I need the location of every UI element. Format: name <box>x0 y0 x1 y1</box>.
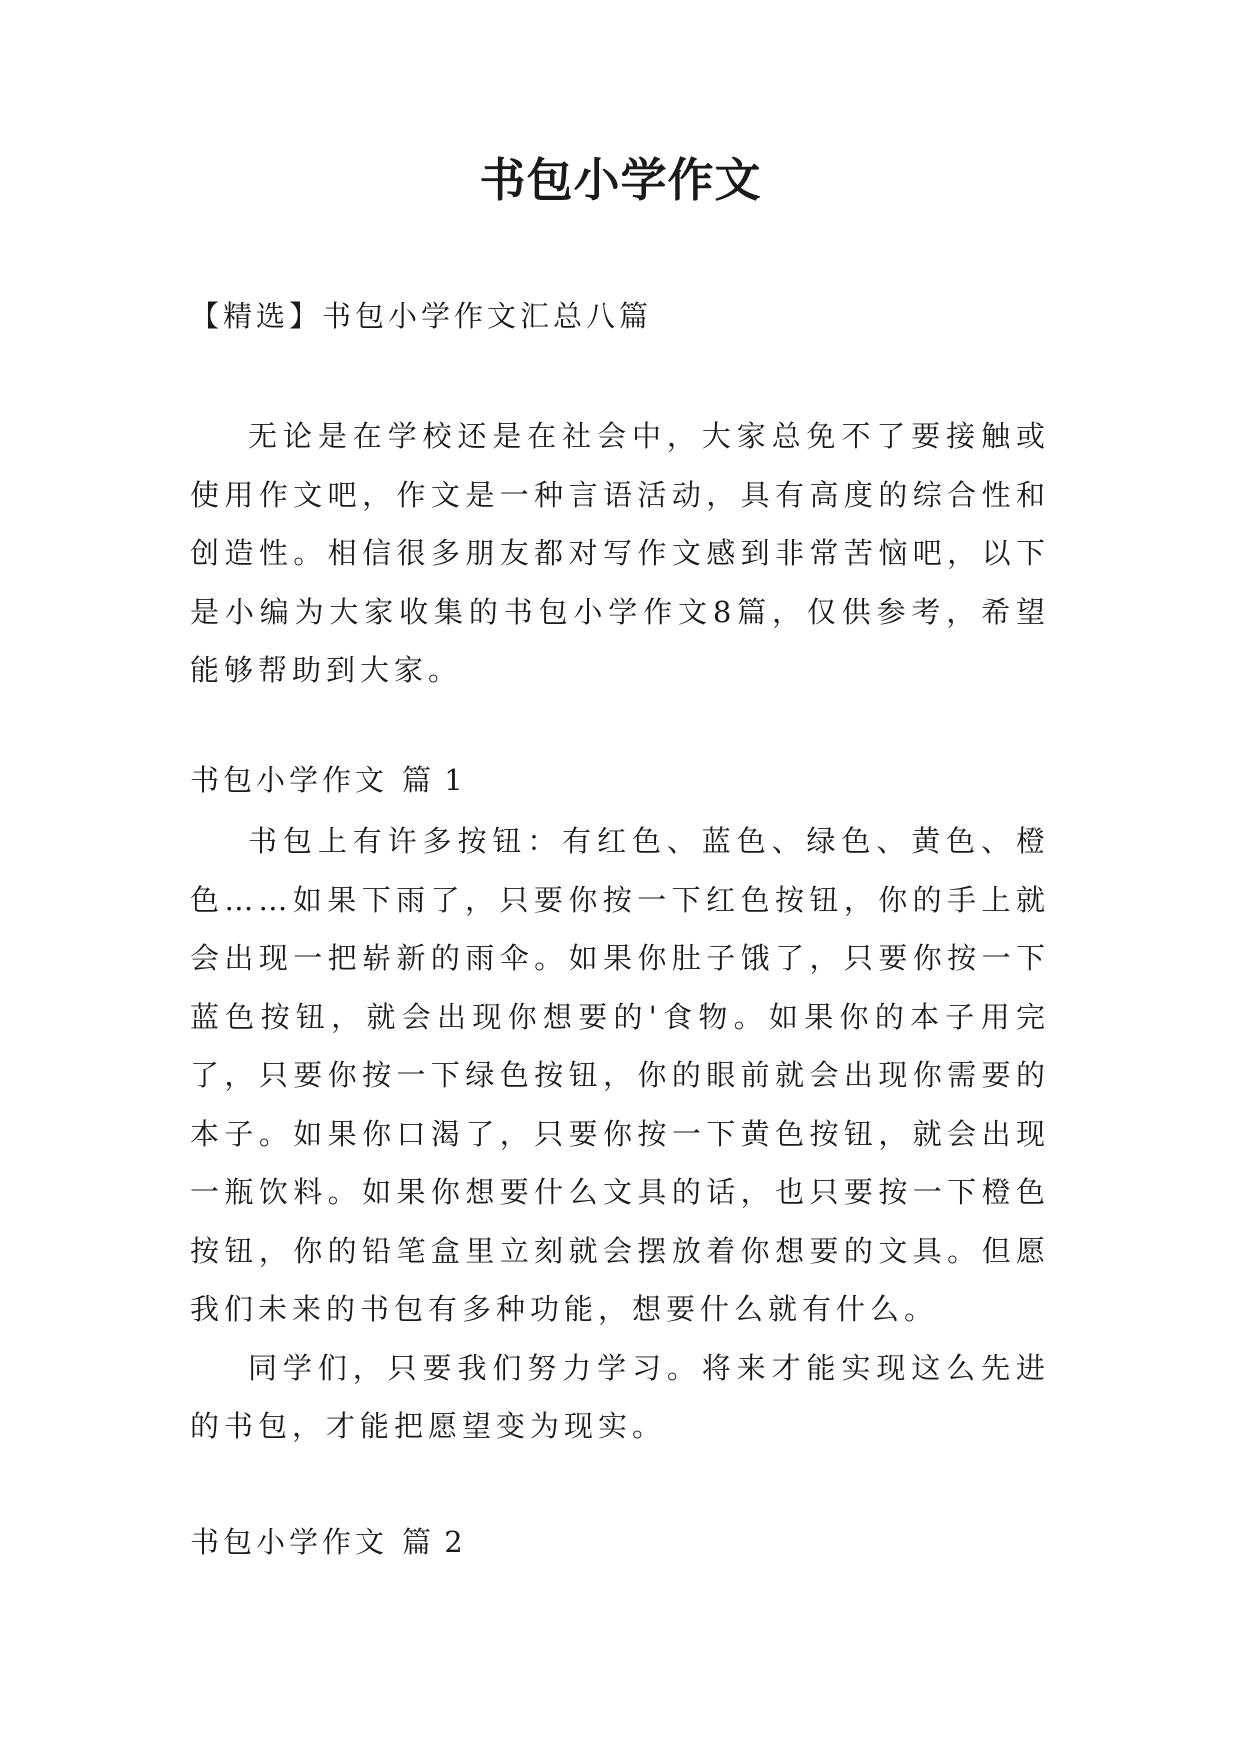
section-1-paragraph-1: 书包上有许多按钮：有红色、蓝色、绿色、黄色、橙色……如果下雨了，只要你按一下红色按钮，你的手上就会出现一把崭新的雨伞。如果你肚子饿了，只要你按一下蓝色按钮，就会出现你想要的'食物。如果你的本子用完了，只要你按一下绿色按钮，你的眼前就会出现你需要的本子。如果你口渴了，只要你按一下黄色按钮，就会出现一瓶饮料。如果你想要什么文具的话，也只要按一下橙色按钮，你的铅笔盒里立刻就会摆放着你想要的文具。但愿我们未来的书包有多种功能，想要什么就有什么。 <box>190 824 1050 1326</box>
section-heading-2 <box>190 1522 465 1562</box>
intro-paragraph: 无论是在学校还是在社会中，大家总免不了要接触或使用作文吧，作文是一种言语活动，具有高度的综合性和创造性。相信很多朋友都对写作文感到非常苦恼吧，以下是小编为大家收集的书包小学作文8篇，仅供参考，希望能够帮助到大家。 <box>190 419 1050 687</box>
intro-block <box>190 407 1050 700</box>
document-subtitle: 【精选】书包小学作文汇总八篇 <box>190 299 653 333</box>
document-title: 书包小学作文 <box>479 153 762 207</box>
section-heading-1-number: 篇 1 <box>402 763 465 797</box>
section-heading-2-number: 篇 2 <box>402 1525 465 1559</box>
section-1-paragraph-2: 同学们，只要我们努力学习。将来才能实现这么先进的书包，才能把愿望变为现实。 <box>190 1350 1050 1443</box>
section-1-body <box>190 812 1050 1456</box>
section-heading-2-text: 书包小学作文 <box>190 1525 389 1559</box>
section-heading-1-text: 书包小学作文 <box>190 763 389 797</box>
section-heading-1 <box>190 760 465 800</box>
